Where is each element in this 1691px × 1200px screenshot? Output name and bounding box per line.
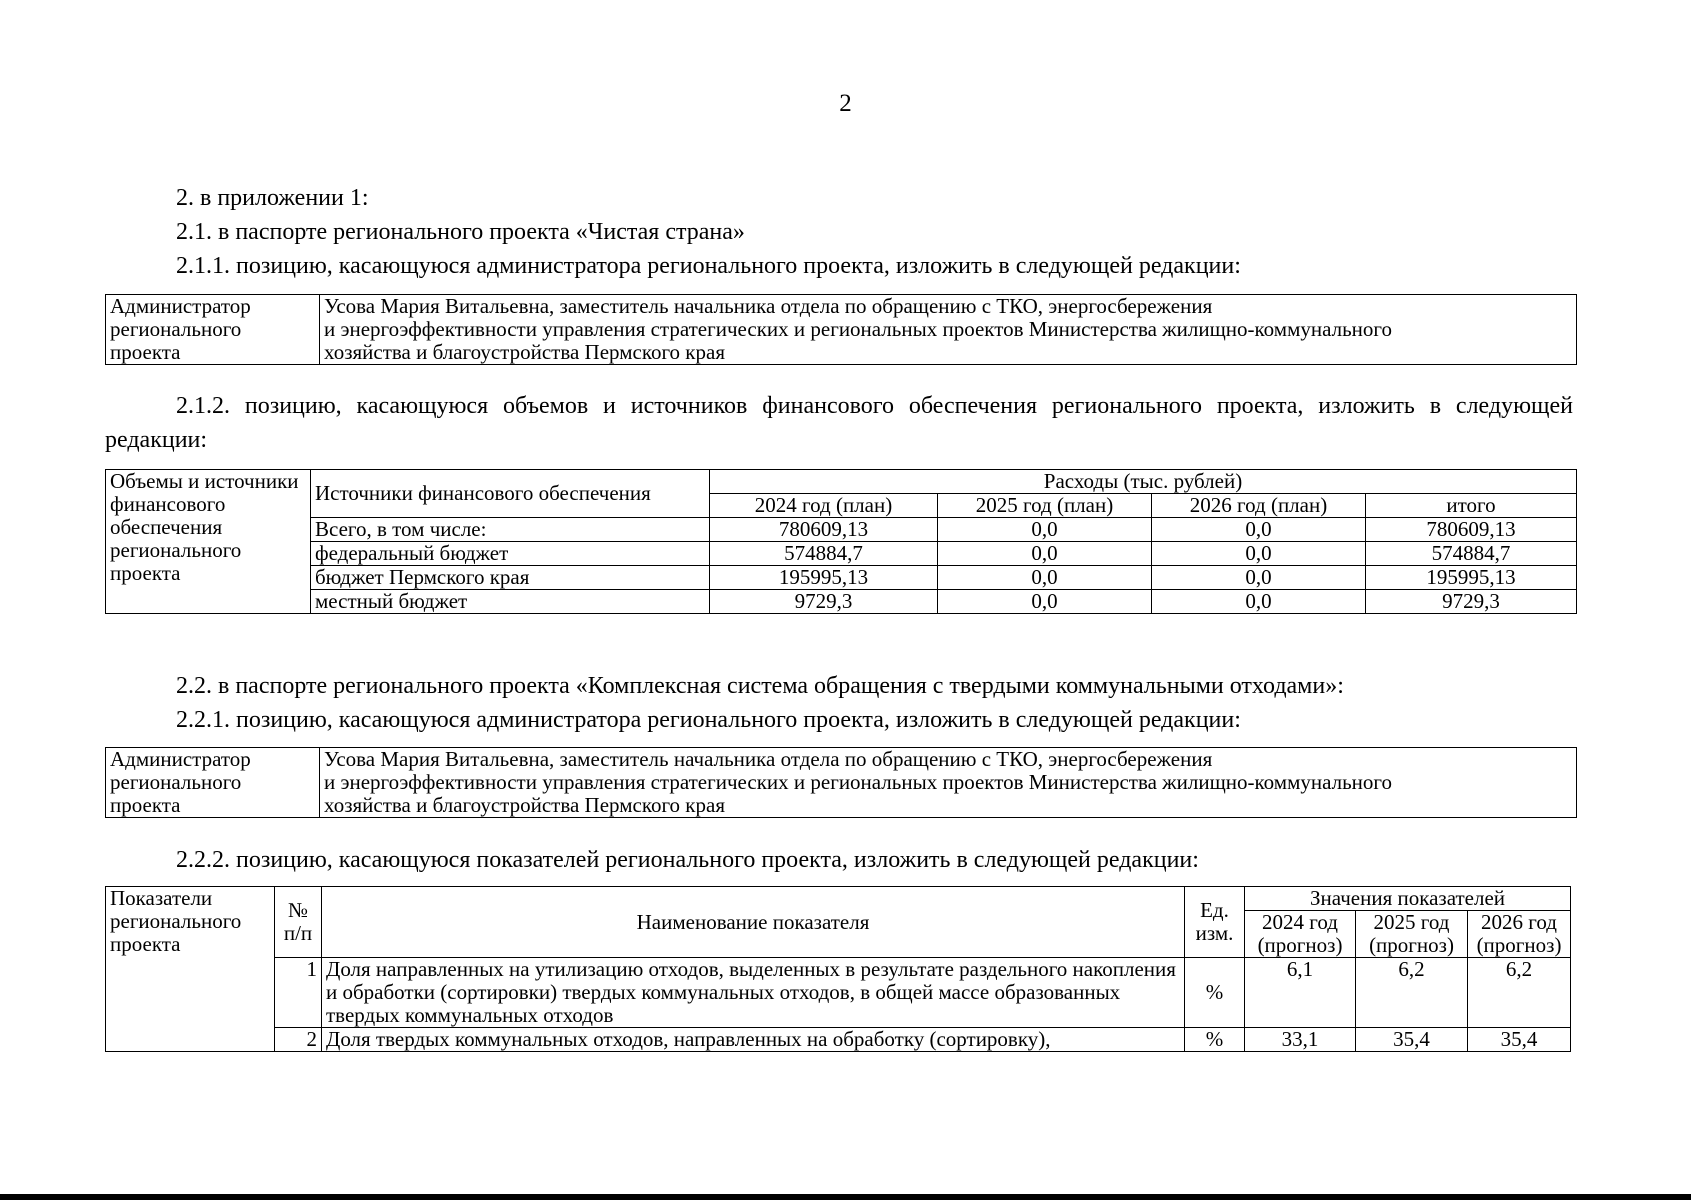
value-cell: 35,4 (1468, 1028, 1571, 1052)
page-number: 2 (839, 90, 852, 117)
admin-table-2 (105, 747, 1577, 818)
page-bottom-edge (0, 1194, 1691, 1200)
value-cell: 574884,7 (1366, 542, 1577, 566)
year-header: 2026 год (план) (1152, 494, 1366, 518)
admin-value-line: и энергоэффективности управления стратегических и региональных проектов Министерства жилищно-коммунального (324, 770, 1392, 794)
value-cell: 0,0 (938, 518, 1152, 542)
paragraph-waste-system: 2.2. в паспорте регионального проекта «Комплексная система обращения с твердыми коммунальными отходами»: (176, 673, 1344, 699)
value-cell: 6,2 (1468, 958, 1571, 1028)
values-header: Значения показателей (1245, 887, 1571, 911)
source-cell: Всего, в том числе: (311, 518, 710, 542)
year-header: 2024 год (план) (710, 494, 938, 518)
row-number: 1 (275, 958, 322, 1028)
value-cell: 0,0 (938, 542, 1152, 566)
total-header: итого (1366, 494, 1577, 518)
paragraph-indicators-position: 2.2.2. позицию, касающуюся показателей регионального проекта, изложить в следующей редакции: (176, 847, 1199, 873)
value-cell: 0,0 (1152, 590, 1366, 614)
value-cell: 195995,13 (1366, 566, 1577, 590)
value-cell: 780609,13 (1366, 518, 1577, 542)
value-cell: 195995,13 (710, 566, 938, 590)
value-cell: 780609,13 (710, 518, 938, 542)
source-cell: бюджет Пермского края (311, 566, 710, 590)
finance-table (105, 469, 1577, 614)
table-row (106, 518, 1577, 542)
value-cell: 6,1 (1245, 958, 1356, 1028)
admin-value-line: Усова Мария Витальевна, заместитель начальника отдела по обращению с ТКО, энергосбережения (324, 294, 1213, 318)
forecast-year-header: 2025 год (прогноз) (1356, 911, 1468, 958)
paragraph-appendix: 2. в приложении 1: (176, 185, 369, 211)
table-row (106, 958, 1571, 1028)
paragraph-admin-position-1: 2.1.1. позицию, касающуюся администратора регионального проекта, изложить в следующей редакции: (176, 253, 1241, 279)
unit-cell: % (1185, 1028, 1245, 1052)
value-cell: 0,0 (1152, 542, 1366, 566)
admin-value-line: Усова Мария Витальевна, заместитель начальника отдела по обращению с ТКО, энергосбережения (324, 747, 1213, 771)
paragraph-admin-position-2: 2.2.1. позицию, касающуюся администратора регионального проекта, изложить в следующей редакции: (176, 707, 1241, 733)
admin-table-1 (105, 294, 1577, 365)
value-cell: 0,0 (1152, 566, 1366, 590)
admin-value-cell (320, 295, 1577, 365)
forecast-year-header: 2026 год (прогноз) (1468, 911, 1571, 958)
value-cell: 0,0 (1152, 518, 1366, 542)
paragraph-finance-position: 2.1.2. позицию, касающуюся объемов и источников финансового обеспечения регионального проекта, изложить в следующей редакции: (105, 393, 1573, 453)
year-header: 2025 год (план) (938, 494, 1152, 518)
value-cell: 6,2 (1356, 958, 1468, 1028)
unit-header: Ед. изм. (1185, 887, 1245, 958)
admin-value-line: хозяйства и благоустройства Пермского края (324, 793, 725, 817)
table-row (106, 590, 1577, 614)
sources-header: Источники финансового обеспечения (311, 470, 710, 518)
indicators-label-cell: Показатели регионального проекта (106, 887, 275, 1052)
value-cell: 9729,3 (710, 590, 938, 614)
value-cell: 574884,7 (710, 542, 938, 566)
admin-label-cell: Администратор регионального проекта (106, 295, 320, 365)
admin-value-cell (320, 748, 1577, 818)
admin-value-line: и энергоэффективности управления стратегических и региональных проектов Министерства жилищно-коммунального (324, 317, 1392, 341)
source-cell: федеральный бюджет (311, 542, 710, 566)
finance-label-cell: Объемы и источники финансового обеспечения регионального проекта (106, 470, 311, 614)
number-header: № п/п (275, 887, 322, 958)
value-cell: 0,0 (938, 566, 1152, 590)
indicators-table (105, 886, 1571, 1052)
value-cell: 9729,3 (1366, 590, 1577, 614)
forecast-year-header: 2024 год (прогноз) (1245, 911, 1356, 958)
table-row (106, 542, 1577, 566)
source-cell: местный бюджет (311, 590, 710, 614)
unit-cell: % (1185, 958, 1245, 1028)
table-row (106, 566, 1577, 590)
paragraph-clean-country: 2.1. в паспорте регионального проекта «Чистая страна» (176, 219, 745, 245)
admin-label-cell: Администратор регионального проекта (106, 748, 320, 818)
indicator-name: Доля направленных на утилизацию отходов, выделенных в результате раздельного накопления и обработки (сортировки) твердых коммунальных отходов, в общей массе образованных твердых коммунальных отходов (322, 958, 1185, 1028)
indicator-name-header: Наименование показателя (322, 887, 1185, 958)
value-cell: 33,1 (1245, 1028, 1356, 1052)
expenses-header: Расходы (тыс. рублей) (710, 470, 1577, 494)
row-number: 2 (275, 1028, 322, 1052)
value-cell: 35,4 (1356, 1028, 1468, 1052)
value-cell: 0,0 (938, 590, 1152, 614)
indicator-name: Доля твердых коммунальных отходов, направленных на обработку (сортировку), (322, 1028, 1185, 1052)
admin-value-line: хозяйства и благоустройства Пермского края (324, 340, 725, 364)
table-row (106, 1028, 1571, 1052)
